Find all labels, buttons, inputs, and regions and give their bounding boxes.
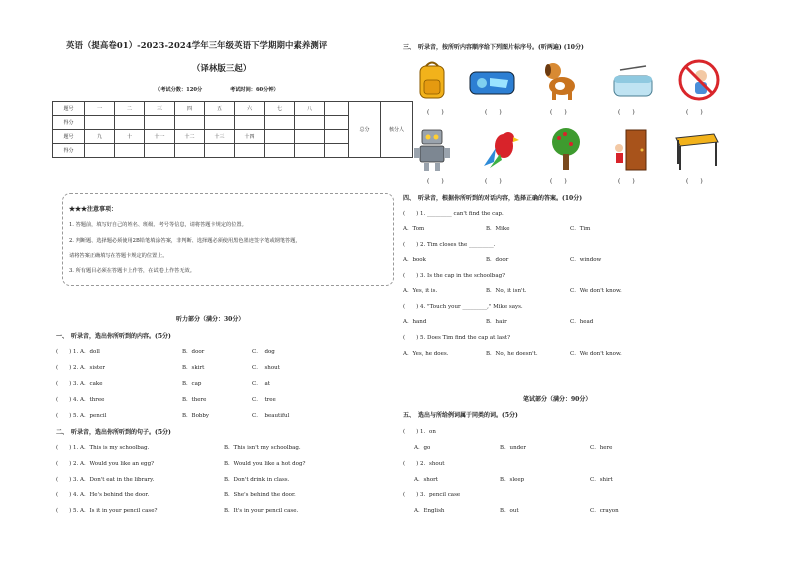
option-b: B．Bobby bbox=[182, 413, 210, 419]
question: ( ) 3. Is the cap in the schoolbag? bbox=[403, 273, 506, 279]
table-cell: 五 bbox=[205, 102, 235, 116]
answer-blank[interactable]: ( ) bbox=[686, 109, 703, 116]
section3-title: 三、 听录音，按所听内容顺序给下列图片标序号。(听两遍) (10分) bbox=[403, 44, 584, 51]
option-c: C．window bbox=[570, 257, 602, 263]
option-a: ( ) 1. A．doll bbox=[56, 349, 100, 355]
option-a: A．Tom bbox=[403, 226, 425, 232]
no-eating-icon bbox=[676, 56, 722, 104]
question: ( ) 2. Tim closes the _________. bbox=[403, 242, 496, 248]
exam-score-info: （考试分数：120分 bbox=[155, 87, 203, 93]
exam-time-info: 考试时间：60分钟） bbox=[230, 87, 279, 93]
option-c: C．We don't know. bbox=[570, 351, 622, 357]
table-cell: 得分 bbox=[53, 144, 85, 158]
answer-blank[interactable]: ( ) bbox=[485, 109, 502, 116]
question: ( ) 4. "Touch your _________," Mike says. bbox=[403, 304, 523, 310]
table-cell: 七 bbox=[265, 102, 295, 116]
option-c: C．head bbox=[570, 319, 594, 325]
answer-blank[interactable]: ( ) bbox=[550, 109, 567, 116]
option-c: C． tree bbox=[252, 397, 276, 403]
option-a: A．Yes, it is. bbox=[403, 288, 438, 294]
answer-blank[interactable]: ( ) bbox=[485, 178, 502, 185]
dog-icon bbox=[540, 56, 580, 102]
table-cell: 三 bbox=[145, 102, 175, 116]
option-c: C．Tim bbox=[570, 226, 591, 232]
option-b: B．there bbox=[182, 397, 207, 403]
notice-item: 2. 判断题、选择题必须使用2B铅笔填涂答案，非判断、选择题必须使用黑色墨迹签字笔或钢笔答题， bbox=[69, 238, 301, 244]
option-b: B．cap bbox=[182, 381, 202, 387]
exam-title: 英语（提高卷01）-2023-2024学年三年级英语下学期期中素养测评 bbox=[66, 40, 328, 50]
option-b: B．It's in your pencil case. bbox=[224, 508, 299, 514]
table-cell: 八 bbox=[295, 102, 325, 116]
option-a: ( ) 2. A．sister bbox=[56, 365, 106, 371]
table-cell: 六 bbox=[235, 102, 265, 116]
table-cell: 题号 bbox=[53, 130, 85, 144]
question: ( ) 3．pencil case bbox=[403, 492, 461, 498]
option-b: B．under bbox=[500, 445, 527, 451]
option-c: C．here bbox=[590, 445, 613, 451]
notice-item: 3. 所有题目必须在答题卡上作答，在试卷上作答无效。 bbox=[69, 268, 195, 274]
notice-item: 请将答案正确填写在答题卡规定的位置上。 bbox=[69, 253, 168, 259]
table-cell: 十二 bbox=[175, 130, 205, 144]
question: ( ) 2．shout bbox=[403, 461, 445, 467]
answer-blank[interactable]: ( ) bbox=[686, 178, 703, 185]
lunch-box-icon bbox=[610, 60, 656, 106]
section4-title: 四、 听录音，根据你所听到的对话内容，选择正确的答案。(10分) bbox=[403, 195, 583, 202]
table-cell: 十四 bbox=[235, 130, 265, 144]
option-b: B．Don't drink in class. bbox=[224, 477, 290, 483]
option-a: A．English bbox=[414, 508, 445, 514]
total-score-cell: 总分 bbox=[349, 102, 381, 158]
tree-icon bbox=[546, 126, 586, 172]
option-a: A．hand bbox=[403, 319, 427, 325]
notice-item: 1. 答题前，填写好自己的姓名、班级、考号等信息，请将答题卡规定的位置。 bbox=[69, 222, 247, 228]
robot-icon bbox=[412, 126, 452, 172]
answer-blank[interactable]: ( ) bbox=[427, 109, 444, 116]
table-cell bbox=[325, 102, 349, 116]
option-b: B．skirt bbox=[182, 365, 205, 371]
option-a: ( ) 3. A．cake bbox=[56, 381, 103, 387]
table-cell: 四 bbox=[175, 102, 205, 116]
option-c: C． at bbox=[252, 381, 270, 387]
table-cell: 九 bbox=[85, 130, 115, 144]
table-cell: 十三 bbox=[205, 130, 235, 144]
option-b: B．door bbox=[486, 257, 509, 263]
section5-title: 五、 选出与所给例词属于同类的词。(5分) bbox=[403, 412, 518, 419]
option-c: C． shout bbox=[252, 365, 280, 371]
answer-blank[interactable]: ( ) bbox=[550, 178, 567, 185]
notice-box bbox=[62, 193, 394, 286]
option-b: B．No, it isn't. bbox=[486, 288, 527, 294]
option-a: ( ) 3. A．Don't eat in the library. bbox=[56, 477, 155, 483]
written-header: 笔试部分（满分：90分） bbox=[523, 396, 592, 403]
option-b: B．Would you like a hot dog? bbox=[224, 461, 306, 467]
pencil-case-icon bbox=[468, 58, 516, 104]
option-a: A．Yes, he does. bbox=[403, 351, 449, 357]
table-cell: 一 bbox=[85, 102, 115, 116]
notice-heading: ★★★注意事项： bbox=[69, 206, 118, 213]
score-table bbox=[52, 101, 413, 158]
table-cell: 十 bbox=[115, 130, 145, 144]
parrot-icon bbox=[480, 126, 524, 172]
option-a: ( ) 4. A．three bbox=[56, 397, 105, 403]
door-icon bbox=[612, 126, 652, 172]
option-c: C． dog bbox=[252, 349, 275, 355]
option-a: ( ) 5. A．Is it in your pencil case? bbox=[56, 508, 158, 514]
option-b: B．door bbox=[182, 349, 205, 355]
option-b: B．hair bbox=[486, 319, 507, 325]
answer-blank[interactable]: ( ) bbox=[427, 178, 444, 185]
answer-blank[interactable]: ( ) bbox=[618, 109, 635, 116]
option-a: ( ) 2. A．Would you like an egg? bbox=[56, 461, 155, 467]
schoolbag-icon bbox=[412, 58, 452, 104]
option-b: B．out bbox=[500, 508, 519, 514]
option-b: B．She's behind the door. bbox=[224, 492, 296, 498]
option-c: C． beautiful bbox=[252, 413, 290, 419]
question: ( ) 1．on bbox=[403, 429, 436, 435]
question: ( ) 1. _________ can't find the cap. bbox=[403, 211, 504, 217]
option-c: C．We don't know. bbox=[570, 288, 622, 294]
option-a: A．go bbox=[414, 445, 431, 451]
option-a: ( ) 1. A．This is my schoolbag. bbox=[56, 445, 150, 451]
option-a: A．book bbox=[403, 257, 426, 263]
option-c: C．crayon bbox=[590, 508, 619, 514]
option-c: C．shirt bbox=[590, 477, 613, 483]
table-cell: 题号 bbox=[53, 102, 85, 116]
option-b: B．Mike bbox=[486, 226, 510, 232]
section2-title: 二、 听录音，选出你所听到的句子。(5分) bbox=[56, 429, 171, 436]
desk-icon bbox=[670, 128, 720, 174]
option-b: B．sleep bbox=[500, 477, 525, 483]
table-cell: 十一 bbox=[145, 130, 175, 144]
table-cell: 得分 bbox=[53, 116, 85, 130]
option-a: A．short bbox=[414, 477, 438, 483]
section1-title: 一、 听录音，选出你所听到的内容。(5分) bbox=[56, 333, 171, 340]
question: ( ) 5. Does Tim find the cap at last? bbox=[403, 335, 511, 341]
option-a: ( ) 4. A．He's behind the door. bbox=[56, 492, 150, 498]
exam-subtitle: （译林版三起） bbox=[192, 63, 252, 73]
table-cell: 二 bbox=[115, 102, 145, 116]
answer-blank[interactable]: ( ) bbox=[618, 178, 635, 185]
listening-header: 听力部分（满分：30分） bbox=[176, 316, 245, 323]
option-b: B．No, he doesn't. bbox=[486, 351, 538, 357]
option-a: ( ) 5. A．pencil bbox=[56, 413, 107, 419]
table-row bbox=[53, 102, 413, 116]
option-b: B．This isn't my schoolbag. bbox=[224, 445, 301, 451]
grader-cell: 核分人 bbox=[381, 102, 413, 158]
